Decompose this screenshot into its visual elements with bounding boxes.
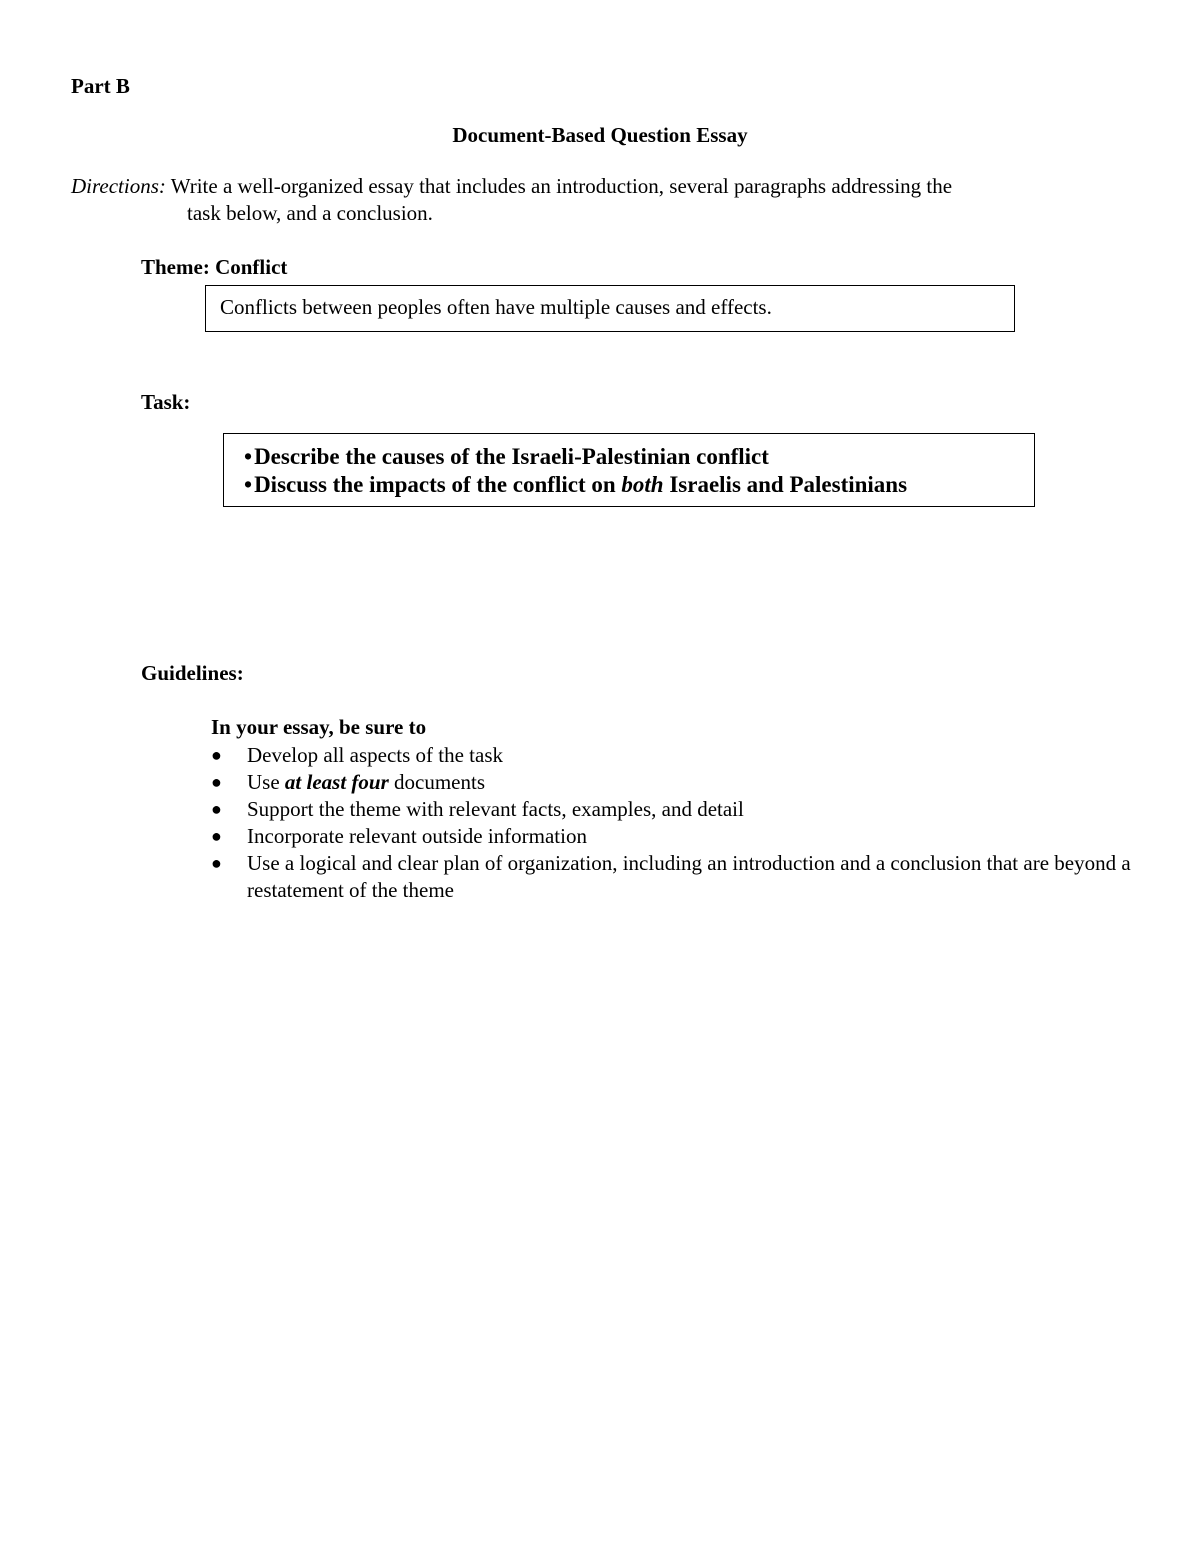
task-item — [244, 472, 907, 498]
guidelines-intro: In your essay, be sure to — [211, 715, 427, 739]
list-item — [211, 823, 1131, 850]
page-title: Document-Based Question Essay — [452, 123, 748, 147]
bullet-icon: ● — [211, 745, 222, 765]
task-box — [223, 433, 1035, 507]
bullet-icon: • — [244, 472, 253, 497]
task-item — [244, 444, 769, 470]
directions-line-1: Write a well-organized essay that includes an introduction, several paragraphs addressing the — [170, 174, 953, 198]
guideline-emphasis: at least four — [284, 770, 389, 794]
list-item — [211, 742, 1131, 769]
bullet-icon: ● — [211, 772, 222, 792]
theme-statement: Conflicts between peoples often have multiple causes and effects. — [220, 295, 772, 319]
guidelines-list — [211, 742, 1131, 904]
guideline-text: Incorporate relevant outside information — [247, 824, 587, 848]
bullet-icon: ● — [211, 826, 222, 846]
part-label: Part B — [71, 74, 130, 98]
theme-heading: Theme: Conflict — [141, 255, 288, 279]
list-item — [211, 850, 1131, 904]
task-item-text: Israelis and Palestinians — [663, 472, 908, 497]
guideline-text: Use a logical and clear plan of organization, including an introduction and a conclusion that are beyond a restatement of the theme — [247, 851, 1131, 902]
guideline-text: Use — [247, 770, 285, 794]
task-item-text: Describe the causes of the Israeli-Palestinian conflict — [254, 444, 769, 469]
task-item-emphasis: both — [621, 472, 664, 497]
list-item — [211, 769, 1131, 796]
directions-paragraph — [71, 173, 1081, 227]
task-item-text: Discuss the impacts of the conflict on — [254, 472, 622, 497]
bullet-icon: • — [244, 444, 253, 469]
directions-line-2: task below, and a conclusion. — [187, 201, 433, 225]
task-heading: Task: — [141, 390, 191, 414]
list-item — [211, 796, 1131, 823]
bullet-icon: ● — [211, 853, 222, 873]
theme-box — [205, 285, 1015, 332]
guidelines-heading: Guidelines: — [141, 661, 244, 685]
directions-label: Directions: — [71, 174, 166, 198]
guideline-text: Support the theme with relevant facts, examples, and detail — [247, 797, 744, 821]
guideline-text: Develop all aspects of the task — [247, 743, 503, 767]
bullet-icon: ● — [211, 799, 222, 819]
guideline-text: documents — [388, 770, 485, 794]
